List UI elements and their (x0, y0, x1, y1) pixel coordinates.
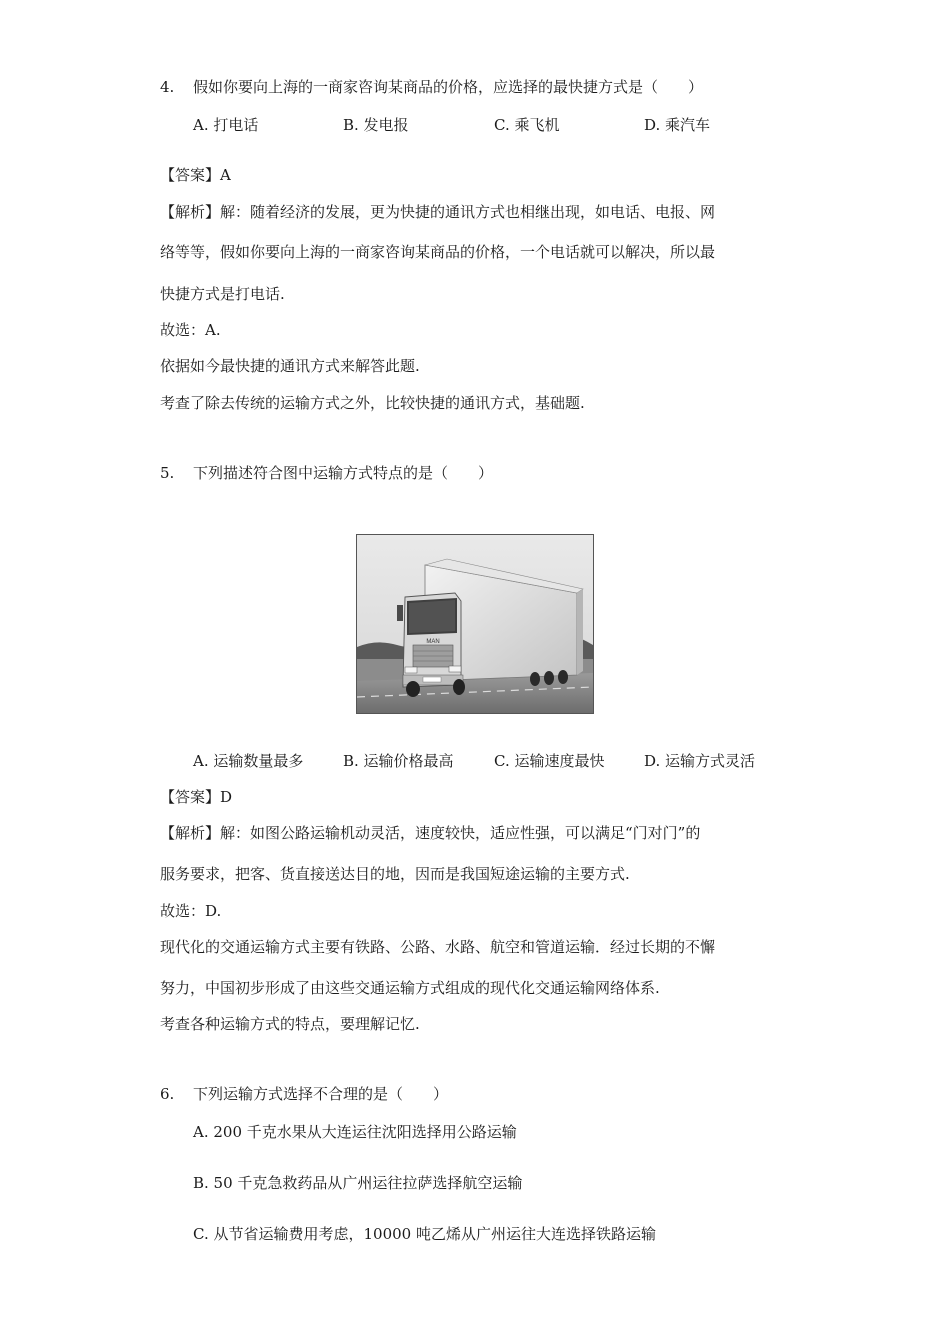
question-4-analysis-line-3: 快捷方式是打电话. (160, 285, 285, 303)
question-6-option-c: C. 从节省运输费用考虑，10000 吨乙烯从广州运往大连选择铁路运输 (193, 1225, 656, 1243)
question-4-stem: 假如你要向上海的一商家咨询某商品的价格，应选择的最快捷方式是（ ） (193, 78, 704, 96)
question-5-analysis-line-2: 服务要求，把客、货直接送达目的地，因而是我国短途运输的主要方式. (160, 865, 630, 883)
question-4-option-a: A. 打电话 (193, 116, 259, 134)
question-5-note-1: 现代化的交通运输方式主要有铁路、公路、水路、航空和管道运输．经过长期的不懈 (160, 938, 716, 956)
question-6-option-b: B. 50 千克急救药品从广州运往拉萨选择航空运输 (193, 1174, 523, 1192)
question-4-answer: 【答案】A (160, 166, 231, 184)
question-5-answer: 【答案】D (160, 788, 233, 806)
question-4-option-b: B. 发电报 (343, 116, 409, 134)
truck-photo (356, 534, 594, 714)
question-4-note-1: 依据如今最快捷的通讯方式来解答此题. (160, 357, 420, 375)
question-5-option-b: B. 运输价格最高 (343, 752, 454, 770)
question-5-option-c: C. 运输速度最快 (494, 752, 605, 770)
question-5-analysis-line-1: 【解析】解：如图公路运输机动灵活，速度较快，适应性强，可以满足“门对门”的 (160, 824, 701, 842)
question-4-option-c: C. 乘飞机 (494, 116, 560, 134)
question-6-stem: 下列运输方式选择不合理的是（ ） (193, 1085, 449, 1103)
question-4-analysis-line-1: 【解析】解：随着经济的发展，更为快捷的通讯方式也相继出现，如电话、电报、网 (160, 203, 716, 221)
question-4-analysis-line-2: 络等等，假如你要向上海的一商家咨询某商品的价格，一个电话就可以解决，所以最 (160, 243, 716, 261)
question-5-stem: 下列描述符合图中运输方式特点的是（ ） (193, 464, 494, 482)
question-5-number: 5. (160, 464, 175, 482)
question-5-choice: 故选：D. (160, 902, 222, 920)
truck-logo: MAN (426, 639, 440, 645)
question-6-option-a: A. 200 千克水果从大连运往沈阳选择用公路运输 (193, 1123, 517, 1141)
question-5-option-a: A. 运输数量最多 (193, 752, 304, 770)
question-5-option-d: D. 运输方式灵活 (644, 752, 756, 770)
question-4-choice: 故选：A. (160, 321, 221, 339)
question-6-number: 6. (160, 1085, 175, 1103)
question-4-number: 4. (160, 78, 175, 96)
question-5-note-2: 努力，中国初步形成了由这些交通运输方式组成的现代化交通运输网络体系. (160, 979, 660, 997)
question-4-option-d: D. 乘汽车 (644, 116, 711, 134)
question-4-note-2: 考查了除去传统的运输方式之外，比较快捷的通讯方式，基础题. (160, 394, 585, 412)
question-5-note-3: 考查各种运输方式的特点，要理解记忆. (160, 1015, 420, 1033)
